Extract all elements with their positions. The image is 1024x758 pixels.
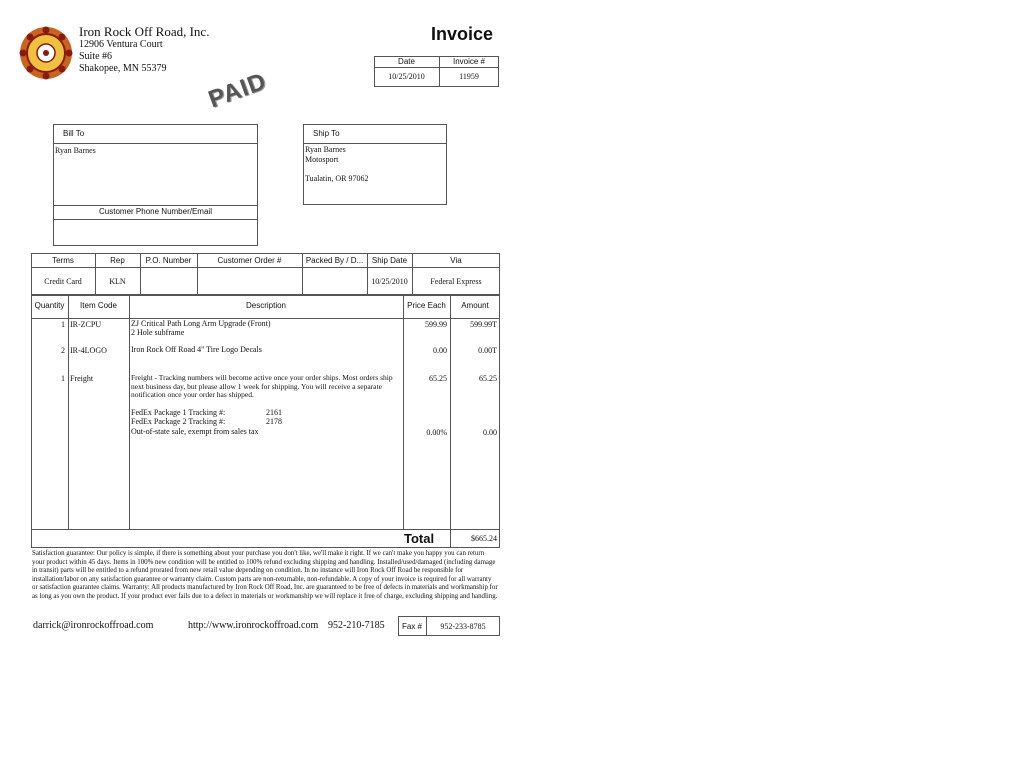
via-header: Via (450, 256, 462, 265)
via-value: Federal Express (430, 277, 482, 286)
invoice-date: 10/25/2010 (388, 72, 425, 81)
company-block (79, 25, 259, 75)
row-amount: 599.99T (470, 320, 497, 329)
row-description: Iron Rock Off Road 4" Tire Logo Decals (131, 345, 262, 354)
ship-to-label: Ship To (313, 129, 340, 138)
tracking-label-1: FedEx Package 1 Tracking #: (131, 408, 226, 417)
ship-date-value: 10/25/2010 (371, 277, 408, 286)
row-item-code: IR-4LOGO (70, 346, 107, 355)
date-label: Date (398, 57, 415, 66)
tracking-value-2: 2178 (266, 417, 282, 426)
tax-amount: 0.00 (483, 428, 497, 437)
tax-rate: 0.00% (426, 428, 447, 437)
invoice-number-label: Invoice # (452, 57, 486, 66)
row-description: Freight - Tracking numbers will become active once your order ships. Most orders ship next business day, but please allow 1 week for shipping. You will receive a separate notification once your order has shipped. (131, 373, 393, 399)
company-name: Iron Rock Off Road, Inc. (79, 24, 210, 39)
bill-to-label: Bill To (63, 129, 85, 138)
fax-number: 952-233-8785 (440, 622, 486, 631)
footer-email[interactable]: darrick@ironrockoffroad.com (33, 620, 154, 631)
total-label: Total (404, 531, 435, 546)
rep-value: KLN (109, 277, 126, 286)
company-address1: 12906 Ventura Court (79, 39, 163, 50)
po-number-header: P.O. Number (145, 256, 192, 265)
customer-phone-label: Customer Phone Number/Email (99, 207, 212, 216)
row-price: 599.99 (425, 320, 447, 329)
company-city: Shakopee, MN 55379 (79, 63, 167, 74)
fax-label: Fax # (401, 622, 422, 631)
tax-note: Out-of-state sale, exempt from sales tax (131, 427, 259, 436)
row-price: 0.00 (433, 346, 447, 355)
item-code-header: Item Code (80, 301, 117, 310)
ship-date-header: Ship Date (371, 256, 408, 265)
row-qty: 2 (61, 346, 65, 355)
row-description: ZJ Critical Path Long Arm Upgrade (Front) 2 Hole subframe (131, 319, 271, 337)
company-logo (19, 26, 73, 80)
packed-by-header: Packed By / D... (305, 256, 364, 265)
footer-website[interactable]: http://www.ironrockoffroad.com (188, 620, 319, 631)
customer-order-header: Customer Order # (217, 256, 282, 265)
terms-value: Credit Card (44, 277, 82, 286)
quantity-header: Quantity (34, 301, 65, 310)
invoice-number: 11959 (459, 72, 479, 81)
price-each-header: Price Each (407, 301, 446, 310)
description-header: Description (245, 301, 286, 310)
terms-header: Terms (52, 256, 74, 265)
row-amount: 65.25 (479, 374, 497, 383)
logo-gear-icon (19, 26, 73, 80)
row-qty: 1 (61, 320, 65, 329)
row-price: 65.25 (429, 374, 447, 383)
row-item-code: IR-ZCPU (70, 320, 102, 329)
tracking-value-1: 2161 (266, 408, 282, 417)
amount-header: Amount (461, 301, 489, 310)
row-qty: 1 (61, 374, 65, 383)
row-amount: 0.00T (478, 346, 497, 355)
footer-phone: 952-210-7185 (328, 620, 385, 631)
row-item-code: Freight (70, 374, 94, 383)
ship-to-address: Ryan Barnes Motosport Tualatin, OR 97062 (305, 145, 369, 183)
paid-stamp: PAID (205, 67, 271, 114)
company-address2: Suite #6 (79, 51, 113, 62)
tracking-label-2: FedEx Package 2 Tracking #: (131, 417, 226, 426)
guarantee-text: Satisfaction guarantee: Our policy is simple, if there is something about your purchase you don't like, we'll make it right. If we can't make you happy you can return your product within 45 days. Items in 100% new condition will be entitled to 100% refund excluding shipping and handling. Installed/used/damaged (including damage in transit) parts will be entitled to a refund prorated from new retail value depending on condition. In no instance will Iron Rock Off Road be responsible for installation/labor on any satisfaction guarantee or warranty claim. Custom parts are non-returnable, non-refundable. A copy of your invoice is required for all warranty or satisfaction guarantee claims. Warranty: All products manufactured by Iron Rock Off Road, Inc. are guaranteed to be free of defects in materials and workmanship for as long as you own the product. If your product ever fails due to a defect in materials or workmanship we will replace it free of charge, excluding shipping and handling. (32, 550, 498, 600)
rep-header: Rep (110, 256, 125, 265)
bill-to-name: Ryan Barnes (55, 146, 96, 155)
doc-title: Invoice (430, 24, 493, 44)
total-value: $665.24 (471, 534, 497, 543)
